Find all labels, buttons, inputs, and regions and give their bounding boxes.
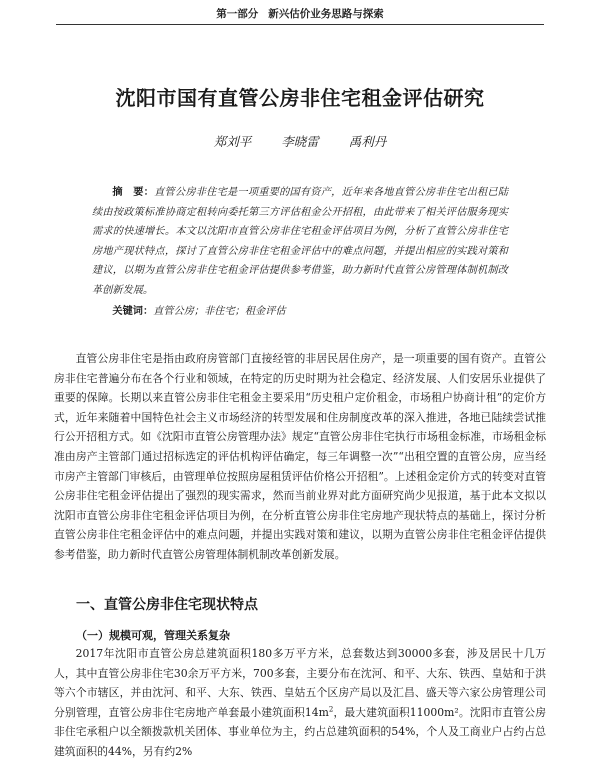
body-text: 2017年沈阳市直管公房总建筑面积180多万平方米，总套数达到30000多套，涉及居民十几万人，其中直管公房非住宅30余万平方米，700多套，主要分布在沈河、和平、大东、铁西、皇姑和于洪等六个市辖区，并由沈河、和平、大东、铁西、皇姑五个区房产局以及汇昌、盛天等六家公房管理公司分别管理，直管公房非住宅房地产单套最小建筑面积14m: [54, 647, 546, 719]
author-name: 李晓雷: [281, 134, 319, 149]
superscript: 2: [328, 705, 334, 714]
body-text-continued: ，最大建筑面积11000m²。沈阳市直管公房非住宅承租户以全额拨款机关团体、事业单位为主，约占总建筑面积的54%，个人及工商业户占约占总建筑面积的44%，另有约2%: [54, 705, 546, 758]
abstract-label: 摘 要：: [112, 187, 155, 198]
section-heading: 一、直管公房非住宅现状特点: [76, 597, 258, 613]
header-rule: [56, 24, 544, 25]
body-paragraph: [54, 644, 546, 762]
keywords-text: 直管公房；非住宅；租金评估: [153, 306, 286, 317]
running-header: [0, 6, 600, 21]
keywords: [92, 302, 508, 317]
author-name: 郑刘平: [213, 134, 252, 149]
keywords-label: 关键词：: [112, 306, 154, 317]
running-header-section: 新兴估价业务思路与探索: [268, 8, 384, 20]
running-header-part: 第一部分: [216, 8, 259, 20]
author-name: 禹利丹: [348, 134, 387, 149]
abstract: [92, 183, 508, 301]
abstract-text: 直管公房非住宅是一项重要的国有资产，近年来各地直管公房非住宅出租已陆续由按政策标准协商定租转向委托第三方评估租金公开招租，由此带来了相关评估服务现实需求的快速增长。本文以沈阳市直管公房非住宅租金评估项目为例，分析了直管公房非住宅房地产现状特点，探讨了直管公房非住宅租金评估中的难点问题，并提出相应的实践对策和建议，以期为直管公房非住宅租金评估提供参考借鉴，助力新时代直管公房管理体制机制改革创新发展。: [92, 187, 509, 296]
author-list: [0, 132, 600, 150]
intro-paragraph: 直管公房非住宅是指由政府房管部门直接经管的非居民居住房产，是一项重要的国有资产。直管公房非住宅普遍分布在各个行业和领域，在特定的历史时期为社会稳定、经济发展、人们安居乐业提供了重要的保障。长期以来直管公房非住宅租金主要采用“历史租户定价租金，市场租户协商计租”的定价方式，近年来随着中国特色社会主义市场经济的转型发展和住房制度改革的深入推进，各地已陆续尝试推行公开招租方式。如《沈阳市直管公房管理办法》规定“直管公房非住宅执行市场租金标准，市场租金标准由房产主管部门通过招标选定的评估机构评估确定，每三年调整一次”“出租空置的直管公房，应当经市房产主管部门审核后，由管理单位按照房屋租赁评估价格公开招租”。上述租金定价方式的转变对直管公房非住宅租金评估提出了强烈的现实需求，然而当前业界对此方面研究尚少见报道，基于此本文拟以沈阳市直管公房非住宅租金评估项目为例，在分析直管公房非住宅房地产现状特点的基础上，探讨分析直管公房非住宅租金评估中的难点问题，并提出实践对策和建议，以期为直管公房非住宅租金评估提供参考借鉴，助力新时代直管公房管理体制机制改革创新发展。: [54, 352, 546, 561]
subsection-heading: （一）规模可观，管理关系复杂: [76, 629, 230, 642]
paper-title: 沈阳市国有直管公房非住宅租金评估研究: [115, 86, 485, 110]
